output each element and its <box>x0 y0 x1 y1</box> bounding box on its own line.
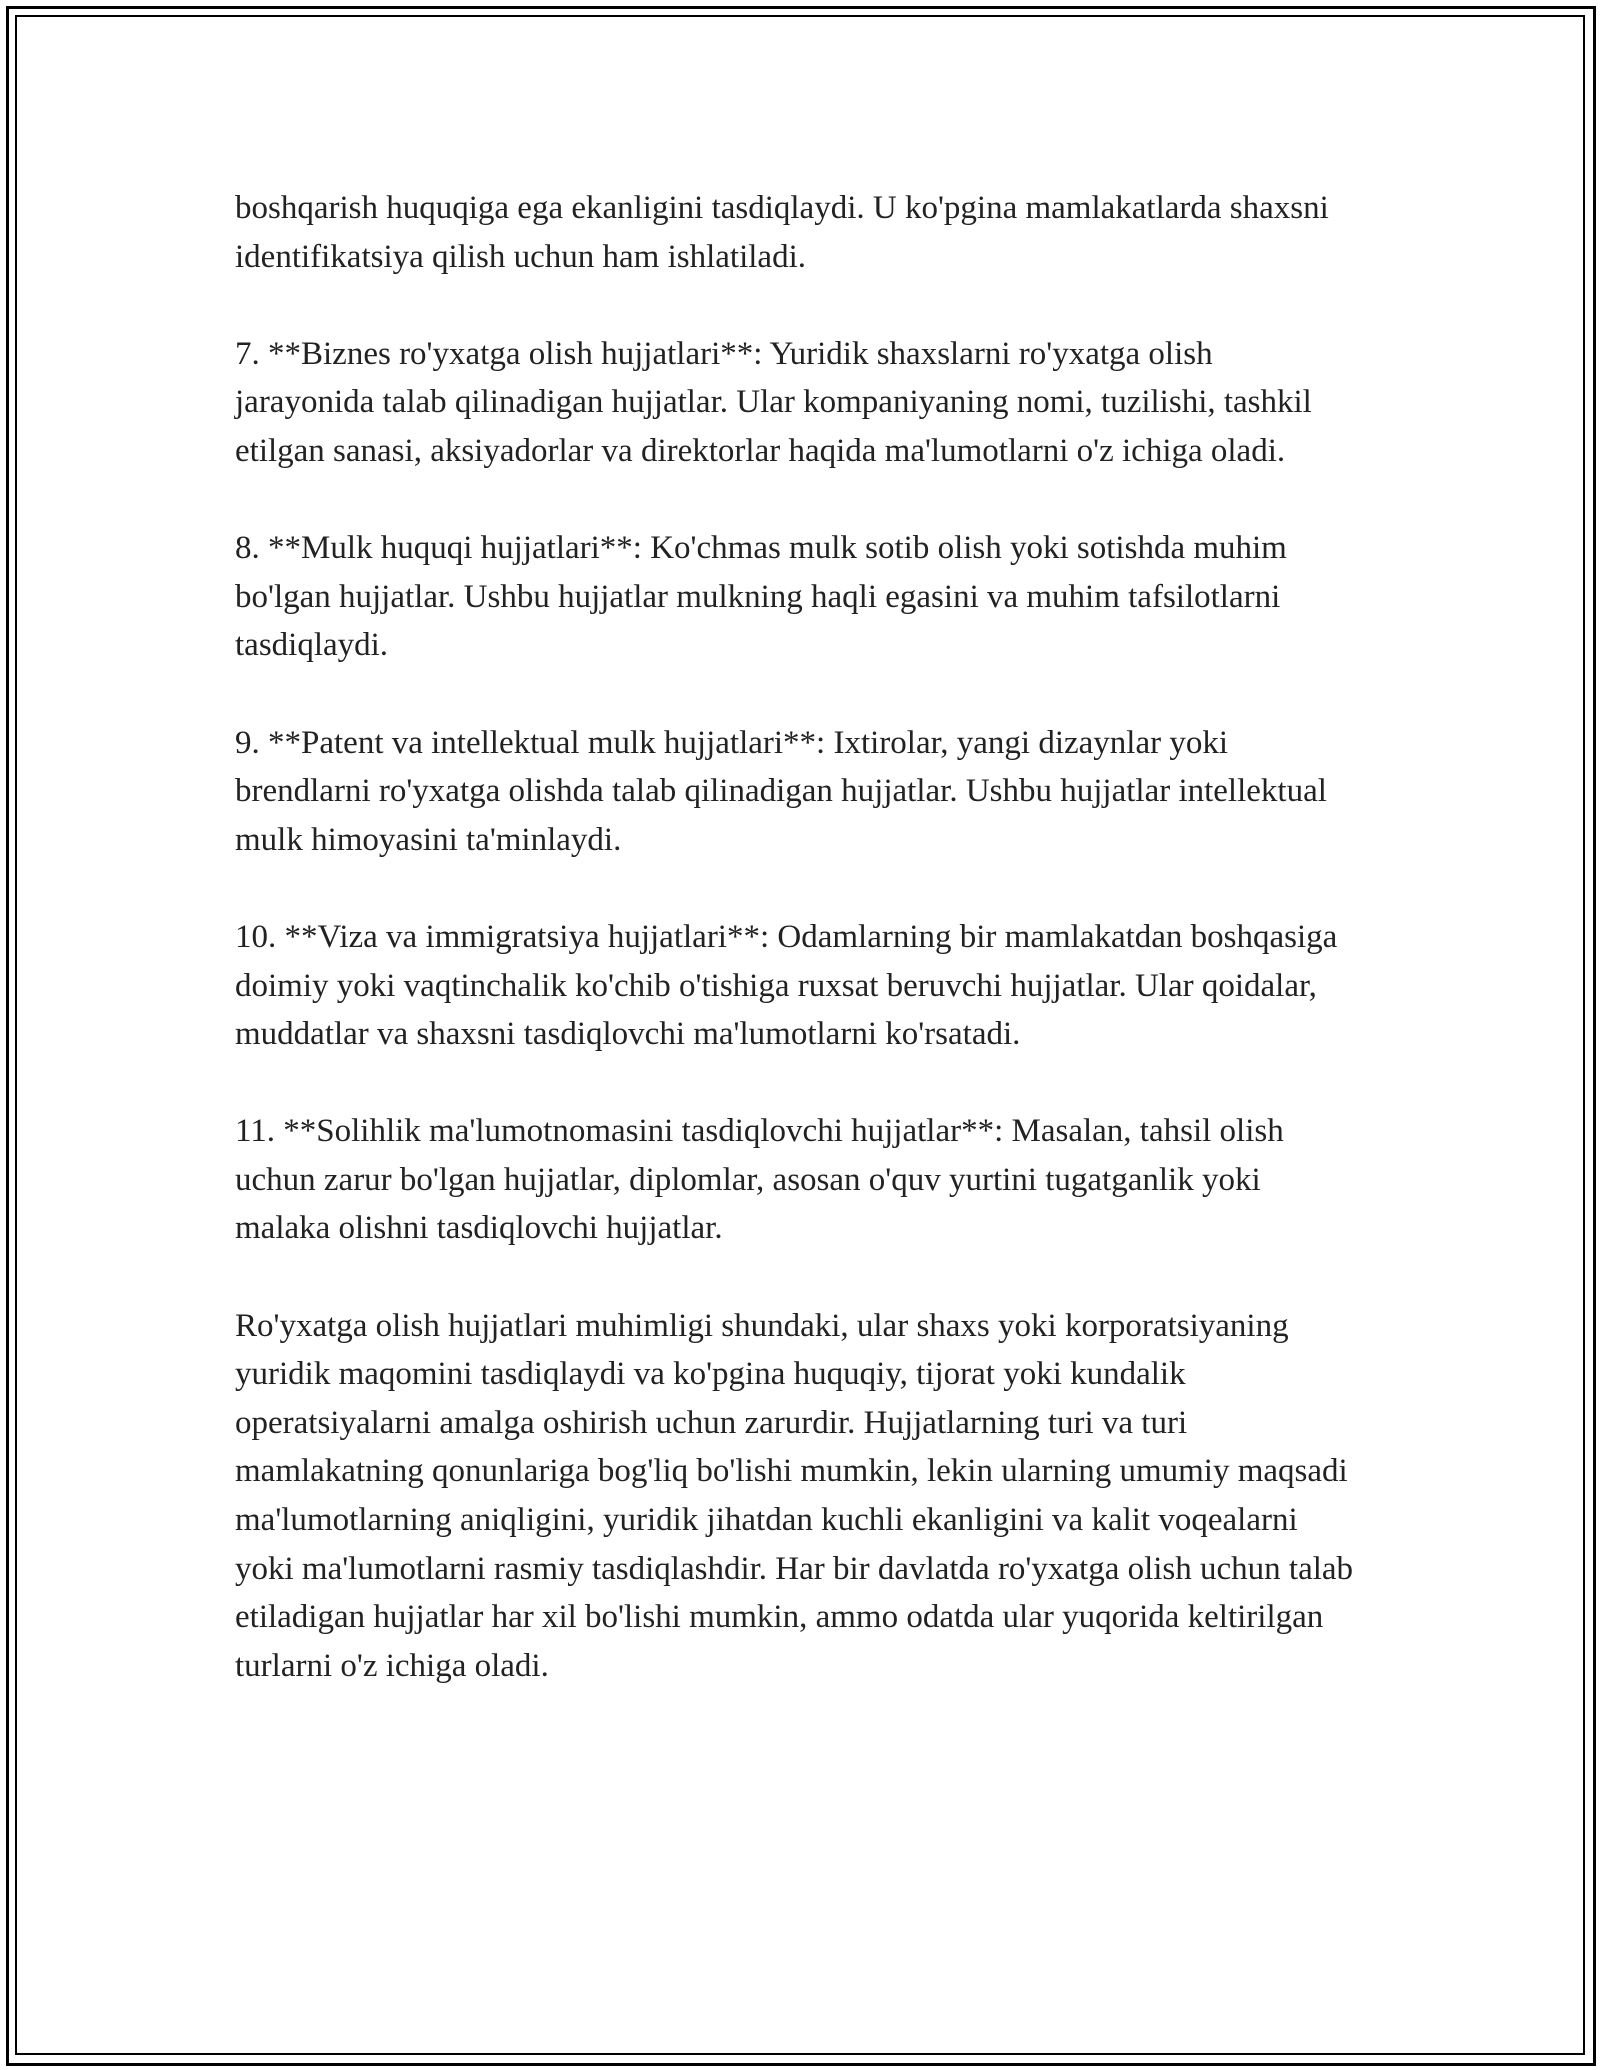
paragraph-continuation: boshqarish huquqiga ega ekanligini tasdiqlaydi. U ko'pgina mamlakatlarda shaxsni identifikatsiya qilish uchun ham ishlatiladi. <box>235 190 1329 275</box>
paragraph-item-10: 10. **Viza va immigratsiya hujjatlari**: Odamlarning bir mamlakatdan boshqasiga doimiy yoki vaqtinchalik ko'chib o'tishiga ruxsat beruvchi hujjatlar. Ular qoidalar, muddatlar va shaxsni tasdiqlovchi ma'lumotlarni ko'rsatadi. <box>235 918 1338 1053</box>
paragraph-conclusion: Ro'yxatga olish hujjatlari muhimligi shundaki, ular shaxs yoki korporatsiyaning yuridik maqomini tasdiqlaydi va ko'pgina huquqiy, tijorat yoki kundalik operatsiyalarni amalga oshirish uchun zarurdir. Hujjatlarning turi va turi mamlakatning qonunlariga bog'liq bo'lishi mumkin, lekin ularning umumiy maqsadi ma'lumotlarning aniqligini, yuridik jihatdan kuchli ekanligini va kalit voqealarni yoki ma'lumotlarni rasmiy tasdiqlashdir. Har bir davlatda ro'yxatga olish uchun talab etiladigan hujjatlar har xil bo'lishi mumkin, ammo odatda ular yuqorida keltirilgan turlarni o'z ichiga oladi. <box>235 1307 1354 1684</box>
document-body <box>235 184 1355 1690</box>
paragraph-item-9: 9. **Patent va intellektual mulk hujjatlari**: Ixtirolar, yangi dizaynlar yoki brendlarni ro'yxatga olishda talab qilinadigan hujjatlar. Ushbu hujjatlar intellektual mulk himoyasini ta'minlaydi. <box>235 724 1327 858</box>
paragraph-item-11: 11. **Solihlik ma'lumotnomasini tasdiqlovchi hujjatlar**: Masalan, tahsil olish uchun zarur bo'lgan hujjatlar, diplomlar, asosan o'quv yurtini tugatganlik yoki malaka olishni tasdiqlovchi hujjatlar. <box>235 1113 1284 1247</box>
paragraph-item-8: 8. **Mulk huquqi hujjatlari**: Ko'chmas mulk sotib olish yoki sotishda muhim bo'lgan hujjatlar. Ushbu hujjatlar mulkning haqli egasini va muhim tafsilotlarni tasdiqlaydi. <box>235 530 1287 664</box>
paragraph-item-7: 7. **Biznes ro'yxatga olish hujjatlari**: Yuridik shaxslarni ro'yxatga olish jarayonida talab qilinadigan hujjatlar. Ular kompaniyaning nomi, tuzilishi, tashkil etilgan sanasi, aksiyadorlar va direktorlar haqida ma'lumotlarni o'z ichiga oladi. <box>235 335 1312 469</box>
